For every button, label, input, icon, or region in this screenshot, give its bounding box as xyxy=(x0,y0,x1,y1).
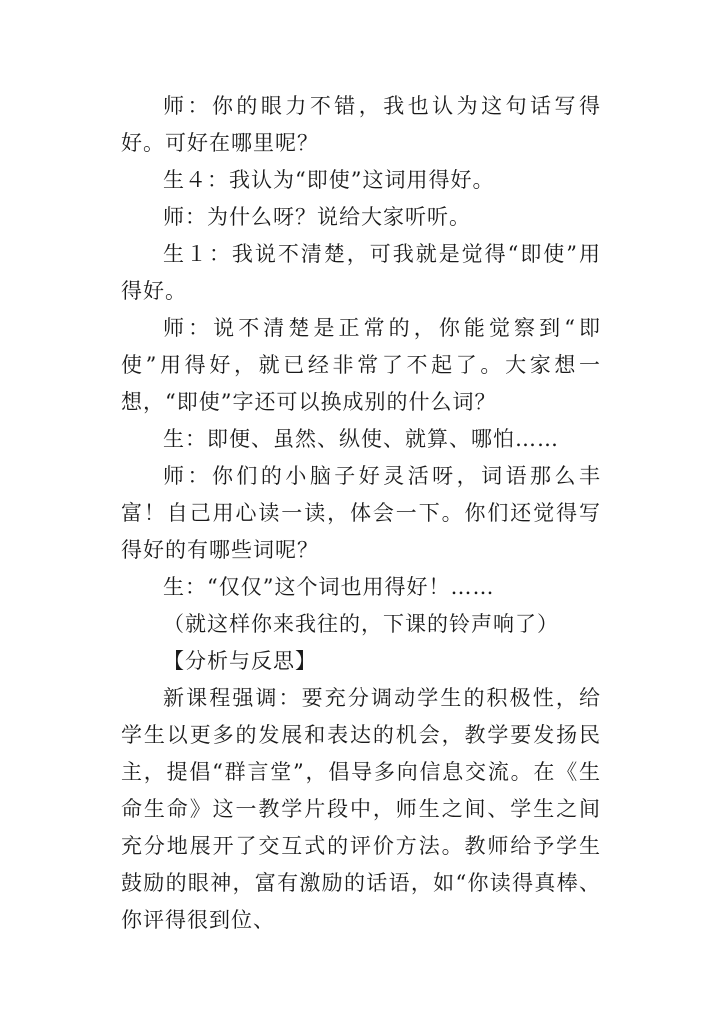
paragraph-teacher-eyesight: 师：你的眼力不错，我也认为这句话写得好。可好在哪里呢？ xyxy=(121,94,601,155)
paragraph-bell-rings: （就这样你来我往的，下课的铃声响了） xyxy=(163,612,559,636)
paragraph-student1-unclear: 生１：我说不清楚，可我就是觉得“即使”用得好。 xyxy=(121,242,601,303)
paragraph-teacher-why: 师：为什么呀？说给大家听听。 xyxy=(163,205,471,229)
paragraph-analysis-body: 新课程强调：要充分调动学生的积极性，给学生以更多的发展和表达的机会，教学要发扬民主，提倡“群言堂”，倡导多向信息交流。在《生命生命》这一教学片段中，师生之间、学生之间充分地展开了交互式的评价方法。教师给予学生鼓励的眼神，富有激励的话语，如“你读得真棒、你评得很到位、 xyxy=(121,686,601,932)
paragraph-student4-jishi: 生４：我认为“即使”这词用得好。 xyxy=(163,168,495,192)
paragraph-student-jinjin: 生：“仅仅”这个词也用得好！…… xyxy=(163,575,495,599)
paragraph-teacher-praise: 师：你们的小脑子好灵活呀，词语那么丰富！自己用心读一读，体会一下。你们还觉得写得好的有哪些词呢？ xyxy=(121,464,601,562)
paragraph-student-synonyms: 生：即便、虽然、纵使、就算、哪怕…… xyxy=(163,427,559,451)
paragraph-teacher-replace-word: 师：说不清楚是正常的，你能觉察到“即使”用得好，就已经非常了不起了。大家想一想，“即使”字还可以换成别的什么词？ xyxy=(121,316,601,414)
section-heading-analysis: 【分析与反思】 xyxy=(163,649,317,673)
